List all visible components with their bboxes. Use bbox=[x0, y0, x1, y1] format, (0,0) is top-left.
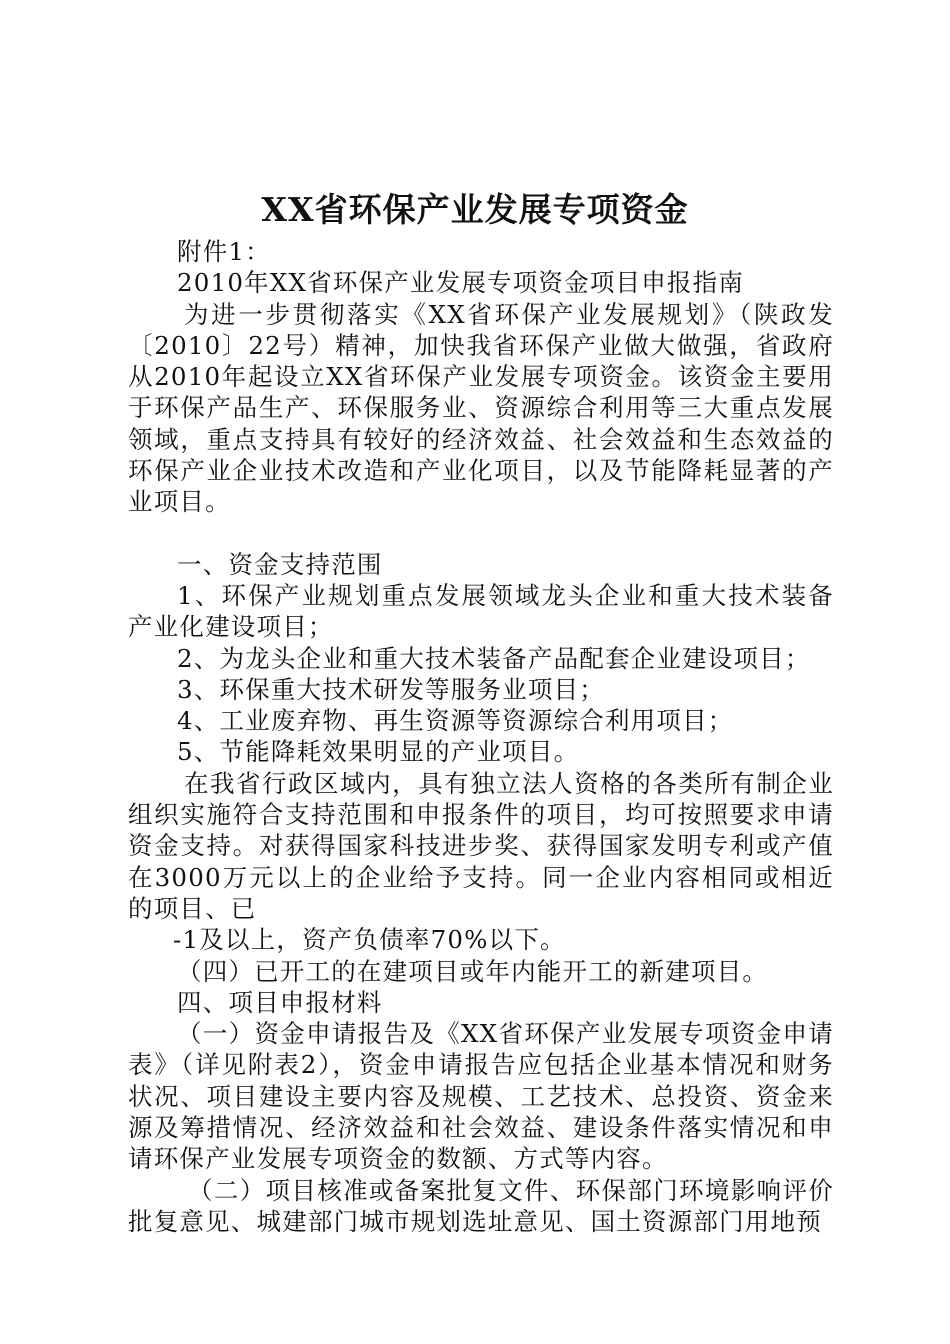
material-item-2: （二）项目核准或备案批复文件、环保部门环境影响评价批复意见、城建部门城市规划选址意见、国土资源部门用地预 bbox=[128, 1175, 834, 1236]
scope-item-2: 2、为龙头企业和重大技术装备产品配套企业建设项目； bbox=[177, 643, 811, 673]
material-item-1: （一）资金申请报告及《XX省环保产业发展专项资金申请表》（详见附表2），资金申请报告应包括企业基本情况和财务状况、项目建设主要内容及规模、工艺技术、总投资、资金来源及筹措情况、经济效益和社会效益、建设条件落实情况和申请环保产业发展专项资金的数额、方式等内容。 bbox=[128, 1019, 834, 1174]
section-heading-materials: 四、项目申报材料 bbox=[177, 987, 383, 1017]
scope-item-1: 1、环保产业规划重点发展领域龙头企业和重大技术装备产业化建设项目； bbox=[128, 580, 834, 642]
scope-item-5: 5、节能降耗效果明显的产业项目。 bbox=[177, 737, 580, 767]
paragraph-gap bbox=[128, 518, 834, 549]
guide-heading: 2010年XX省环保产业发展专项资金项目申报指南 bbox=[177, 268, 745, 298]
condition-4: （四）已开工的在建项目或年内能开工的新建项目。 bbox=[177, 956, 769, 986]
eligibility-paragraph: 在我省行政区域内，具有独立法人资格的各类所有制企业组织实施符合支持范围和申报条件的项目，均可按照要求申请资金支持。对获得国家科技进步奖、获得国家发明专利或产值在3000万元以上的企业给予支持。同一企业内容相同或相近的项目、已 bbox=[128, 768, 834, 923]
section-heading-scope: 一、资金支持范围 bbox=[177, 549, 383, 579]
scope-item-4: 4、工业废弃物、再生资源等资源综合利用项目； bbox=[177, 706, 734, 736]
document-body bbox=[128, 236, 834, 1237]
scope-item-3: 3、环保重大技术研发等服务业项目； bbox=[177, 674, 605, 704]
intro-paragraph: 为进一步贯彻落实《XX省环保产业发展规划》（陕政发〔2010〕22号）精神，加快我省环保产业做大做强，省政府从2010年起设立XX省环保产业发展专项资金。该资金主要用于环保产品生产、环保服务业、资源综合利用等三大重点发展领域，重点支持具有较好的经济效益、社会效益和生态效益的环保产业企业技术改造和产业化项目，以及节能降耗显著的产业项目。 bbox=[128, 299, 834, 517]
attachment-label: 附件1： bbox=[177, 237, 271, 266]
document-title: XX省环保产业发展专项资金 bbox=[261, 190, 689, 229]
ratio-line: -1及以上，资产负债率70%以下。 bbox=[173, 925, 566, 955]
